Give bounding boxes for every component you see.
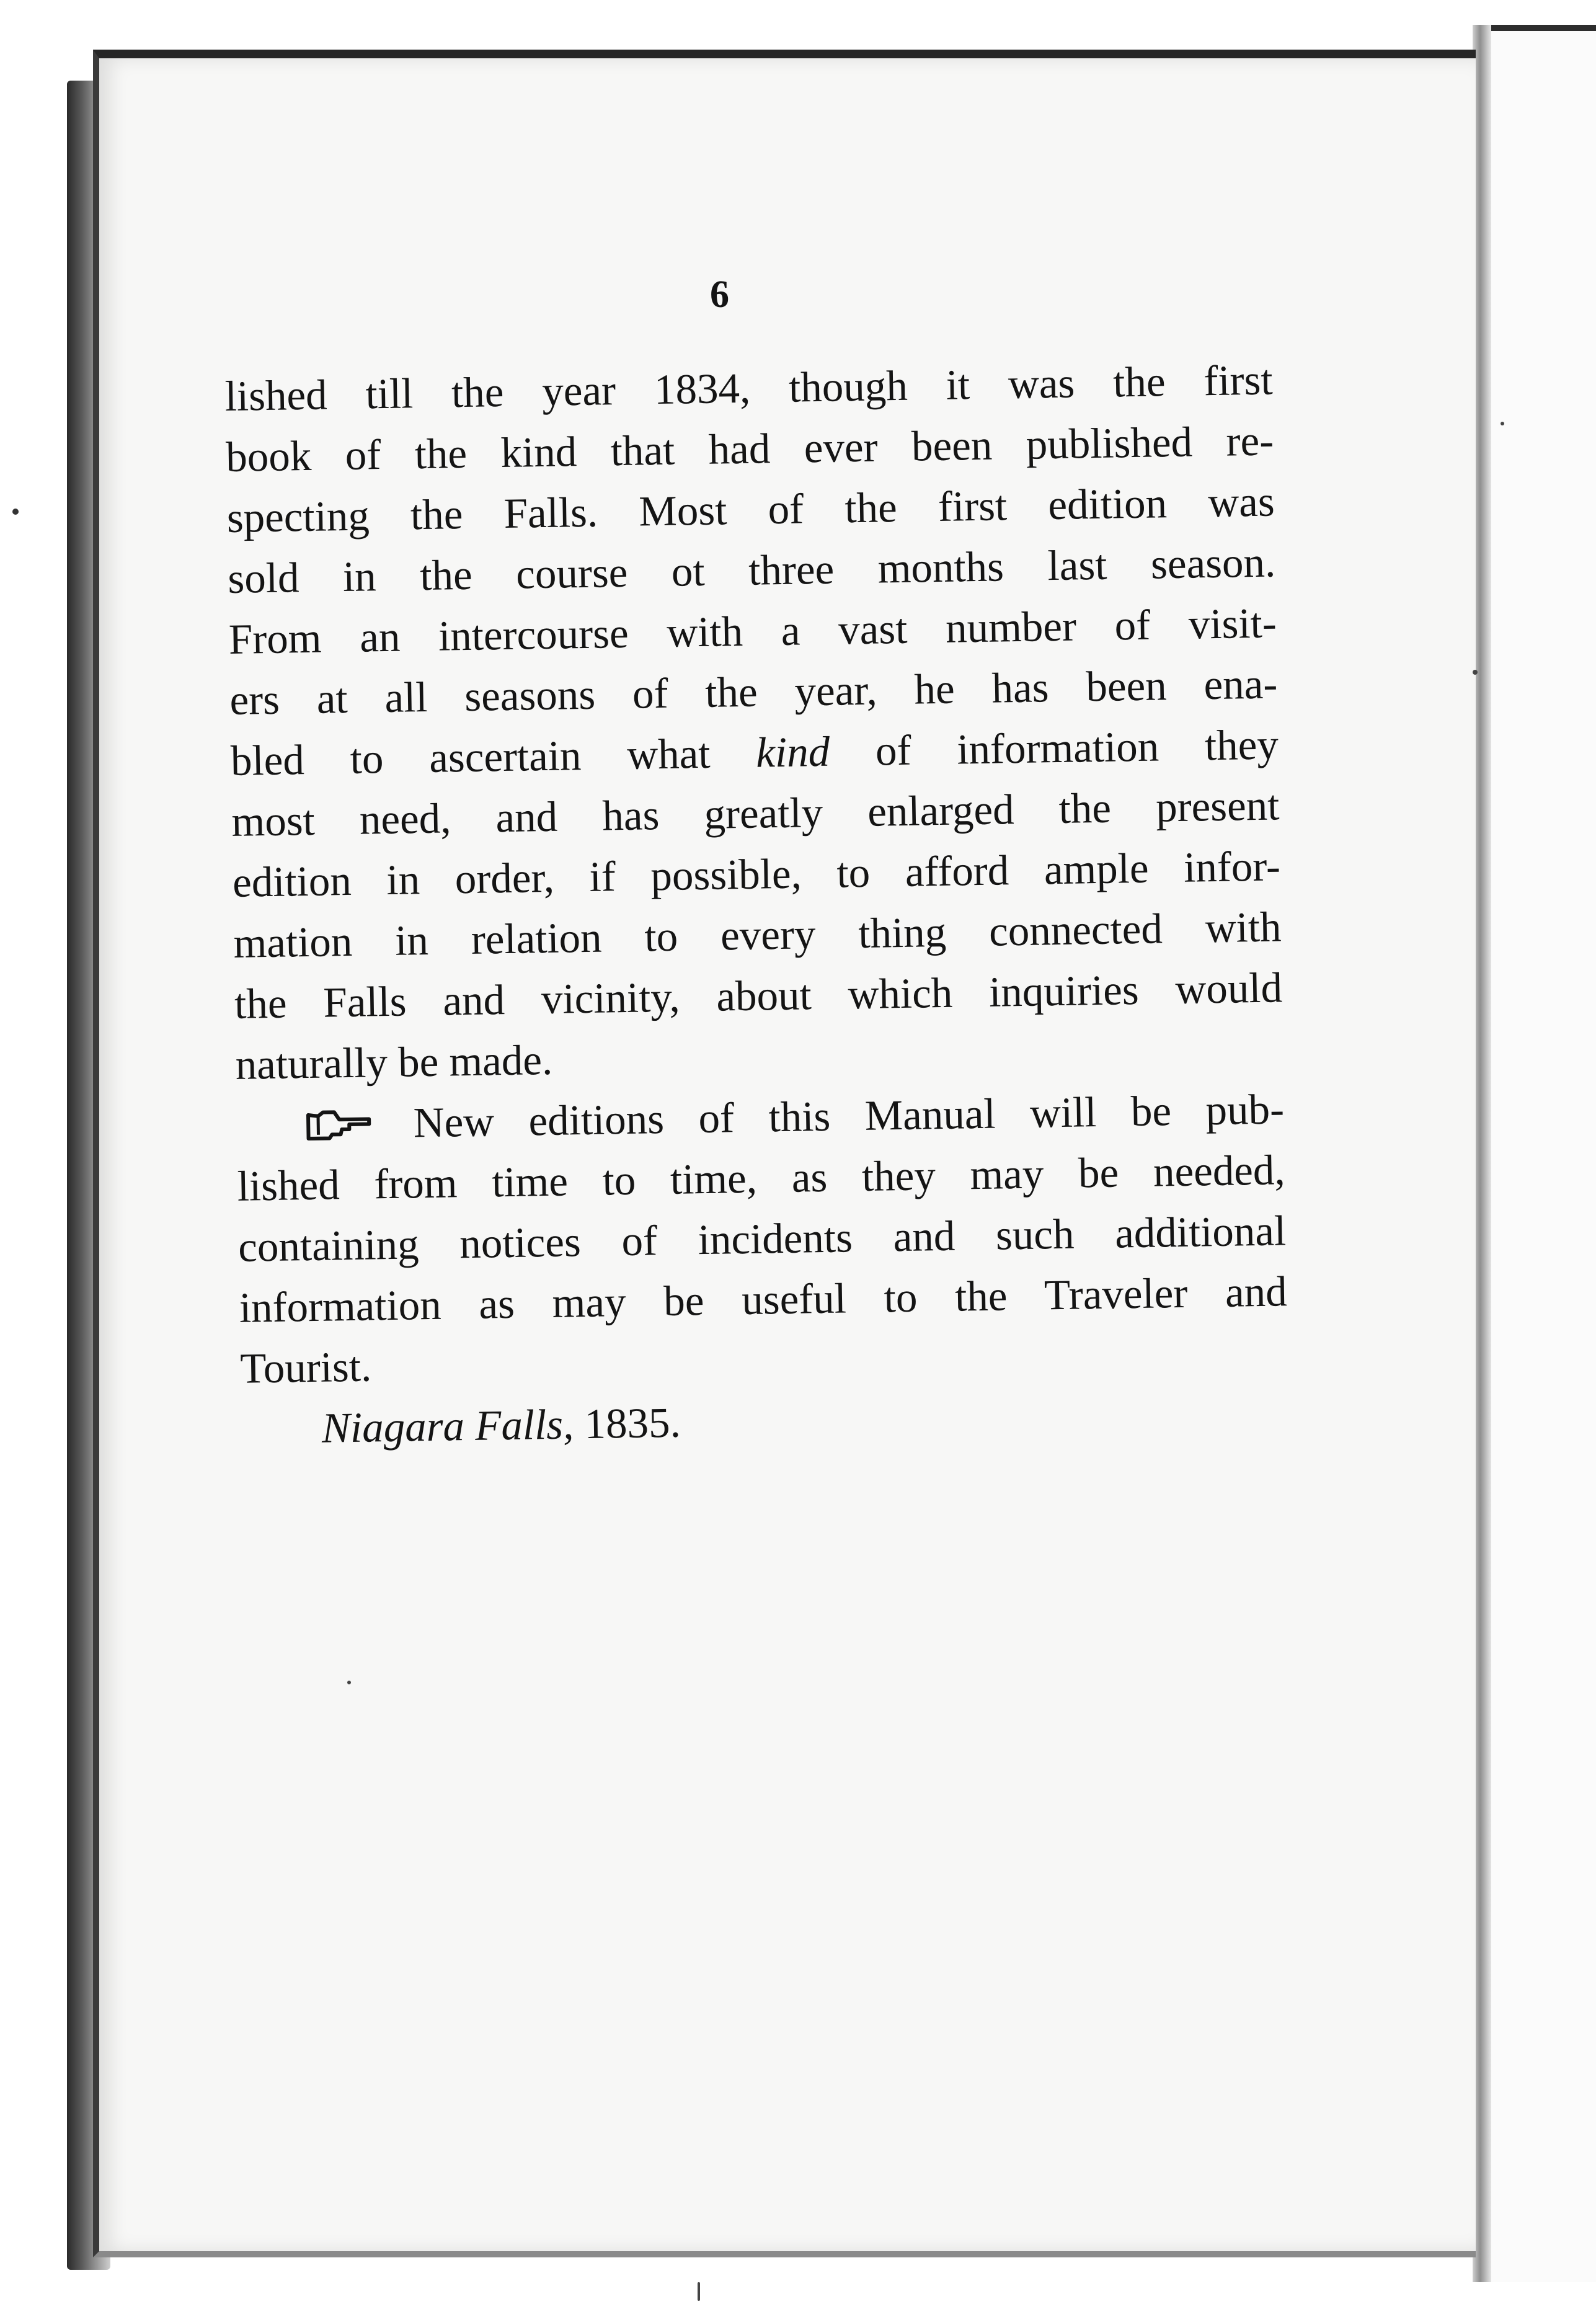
- text-segment: bled to ascertain what: [230, 729, 756, 785]
- text-line: edition in order, if possible, to afford ample infor-: [232, 842, 1281, 906]
- page-number: 6: [710, 273, 729, 316]
- text-line: containing notices of incidents and such additional: [237, 1207, 1287, 1271]
- scan-speck: [12, 509, 19, 515]
- text-line: lished till the year 1834, though it was the first: [224, 356, 1274, 420]
- pointing-hand-icon: [304, 1105, 379, 1144]
- text-line: information as may be useful to the Traveler and: [239, 1268, 1288, 1331]
- text-line: specting the Falls. Most of the first edition was: [226, 478, 1275, 541]
- text-line: book of the kind that had ever been published re-: [225, 417, 1274, 481]
- text-line: sold in the course ot three months last season.: [227, 538, 1276, 602]
- facing-page-strip: [1491, 25, 1596, 2282]
- signoff-place: Niagara Falls,: [321, 1400, 574, 1452]
- scan-speck: [698, 2282, 700, 2301]
- scan-speck: [1501, 422, 1504, 425]
- text-line: lished from time to time, as they may be needed,: [237, 1146, 1286, 1210]
- text-line: mation in relation to every thing connected with: [233, 903, 1282, 967]
- text-line: Tourist.: [239, 1343, 372, 1392]
- text-line: most need, and has greatly enlarged the present: [231, 781, 1280, 845]
- scan-speck: [347, 1681, 351, 1684]
- signoff-year: 1835.: [583, 1398, 681, 1448]
- text-line: ers at all seasons of the year, he has been ena-: [229, 660, 1278, 724]
- text-segment: New editions of this Manual will be pub-: [413, 1085, 1285, 1147]
- text-line: From an intercourse with a vast number of visit-: [228, 599, 1277, 663]
- text-segment: of information they: [829, 721, 1279, 775]
- text-line: naturally be made.: [235, 1036, 553, 1088]
- page-text: [224, 349, 1289, 1459]
- text-line: the Falls and vicinity, about which inquiries would: [234, 964, 1283, 1028]
- scan-speck: [1473, 670, 1478, 675]
- italic-word: kind: [755, 727, 830, 776]
